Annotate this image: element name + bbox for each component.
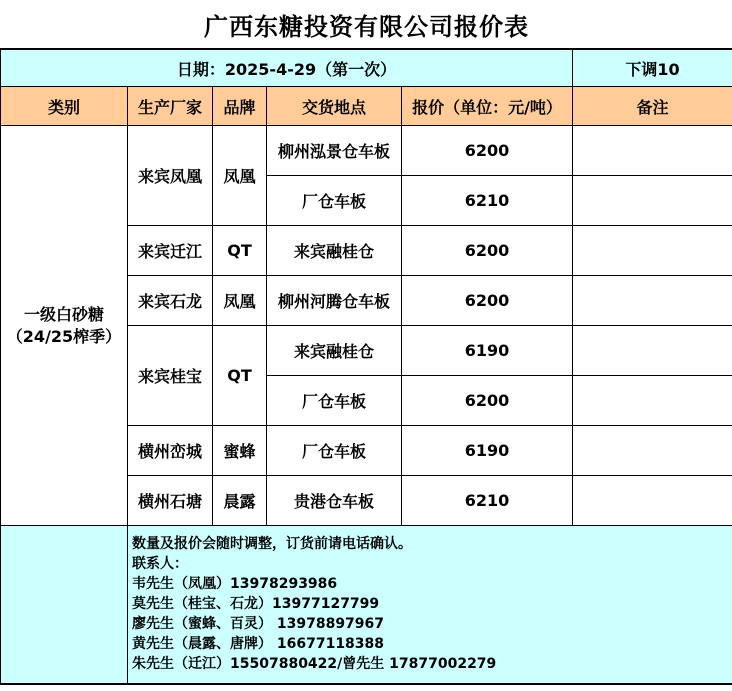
location-cell: 来宾融桂仓 <box>267 326 402 376</box>
note-cell <box>573 326 732 376</box>
brand-cell: 晨露 <box>213 476 267 526</box>
table-row <box>1 126 732 176</box>
price-cell: 6210 <box>402 476 573 526</box>
note-cell <box>573 376 732 426</box>
category-line-2: （24/25榨季） <box>6 326 122 346</box>
producer-cell: 来宾桂宝 <box>128 326 213 426</box>
footer-disclaimer: 数量及报价会随时调整，订货前请电话确认。 <box>132 536 412 553</box>
brand-cell: QT <box>213 226 267 276</box>
price-cell: 6190 <box>402 426 573 476</box>
page-title: 广西东糖投资有限公司报价表 <box>1 0 732 49</box>
brand-cell: 凤凰 <box>213 276 267 326</box>
location-cell: 柳州河腾仓车板 <box>267 276 402 326</box>
price-cell: 6200 <box>402 276 573 326</box>
brand-cell: 凤凰 <box>213 126 267 226</box>
adjustment-cell: 下调10 <box>573 49 732 87</box>
producer-cell: 来宾凤凰 <box>128 126 213 226</box>
footer-contact: 朱先生（迁江）15507880422/曾先生 17877002279 <box>132 656 497 673</box>
location-cell: 厂仓车板 <box>267 426 402 476</box>
footer-contacts-label: 联系人： <box>132 556 188 573</box>
note-cell <box>573 426 732 476</box>
location-cell: 贵港仓车板 <box>267 476 402 526</box>
footer-contact: 廖先生（蜜蜂、百灵） 13978897967 <box>132 616 385 633</box>
producer-cell: 来宾迁江 <box>128 226 213 276</box>
col-header-price: 报价（单位：元/吨） <box>402 87 573 126</box>
title-row <box>1 0 732 49</box>
date-cell: 日期：2025-4-29（第一次） <box>1 49 573 87</box>
note-cell <box>573 176 732 226</box>
col-header-location: 交货地点 <box>267 87 402 126</box>
note-cell <box>573 276 732 326</box>
col-header-note: 备注 <box>573 87 732 126</box>
date-row <box>1 49 732 87</box>
location-cell: 厂仓车板 <box>267 376 402 426</box>
location-cell: 厂仓车板 <box>267 176 402 226</box>
price-cell: 6200 <box>402 376 573 426</box>
price-cell: 6200 <box>402 226 573 276</box>
footer-empty-cell <box>1 526 128 684</box>
footer-row <box>1 526 732 684</box>
producer-cell: 来宾石龙 <box>128 276 213 326</box>
brand-cell: QT <box>213 326 267 426</box>
producer-cell: 横州石塘 <box>128 476 213 526</box>
footer-notes <box>128 526 732 684</box>
footer-contact: 莫先生（桂宝、石龙）13977127799 <box>132 596 380 613</box>
footer-contact: 黄先生（晨露、唐牌） 16677118388 <box>132 636 385 653</box>
note-cell <box>573 126 732 176</box>
brand-cell: 蜜蜂 <box>213 426 267 476</box>
note-cell <box>573 476 732 526</box>
producer-cell: 横州峦城 <box>128 426 213 476</box>
footer-contact: 韦先生（凤凰）13978293986 <box>132 576 338 593</box>
category-line-1: 一级白砂糖 <box>23 304 104 324</box>
note-cell <box>573 226 732 276</box>
location-cell: 来宾融桂仓 <box>267 226 402 276</box>
col-header-category: 类别 <box>1 87 128 126</box>
price-cell: 6190 <box>402 326 573 376</box>
column-header-row <box>1 87 732 126</box>
location-cell: 柳州泓景仓车板 <box>267 126 402 176</box>
col-header-producer: 生产厂家 <box>128 87 213 126</box>
price-cell: 6200 <box>402 126 573 176</box>
col-header-brand: 品牌 <box>213 87 267 126</box>
category-cell <box>1 126 128 526</box>
price-cell: 6210 <box>402 176 573 226</box>
